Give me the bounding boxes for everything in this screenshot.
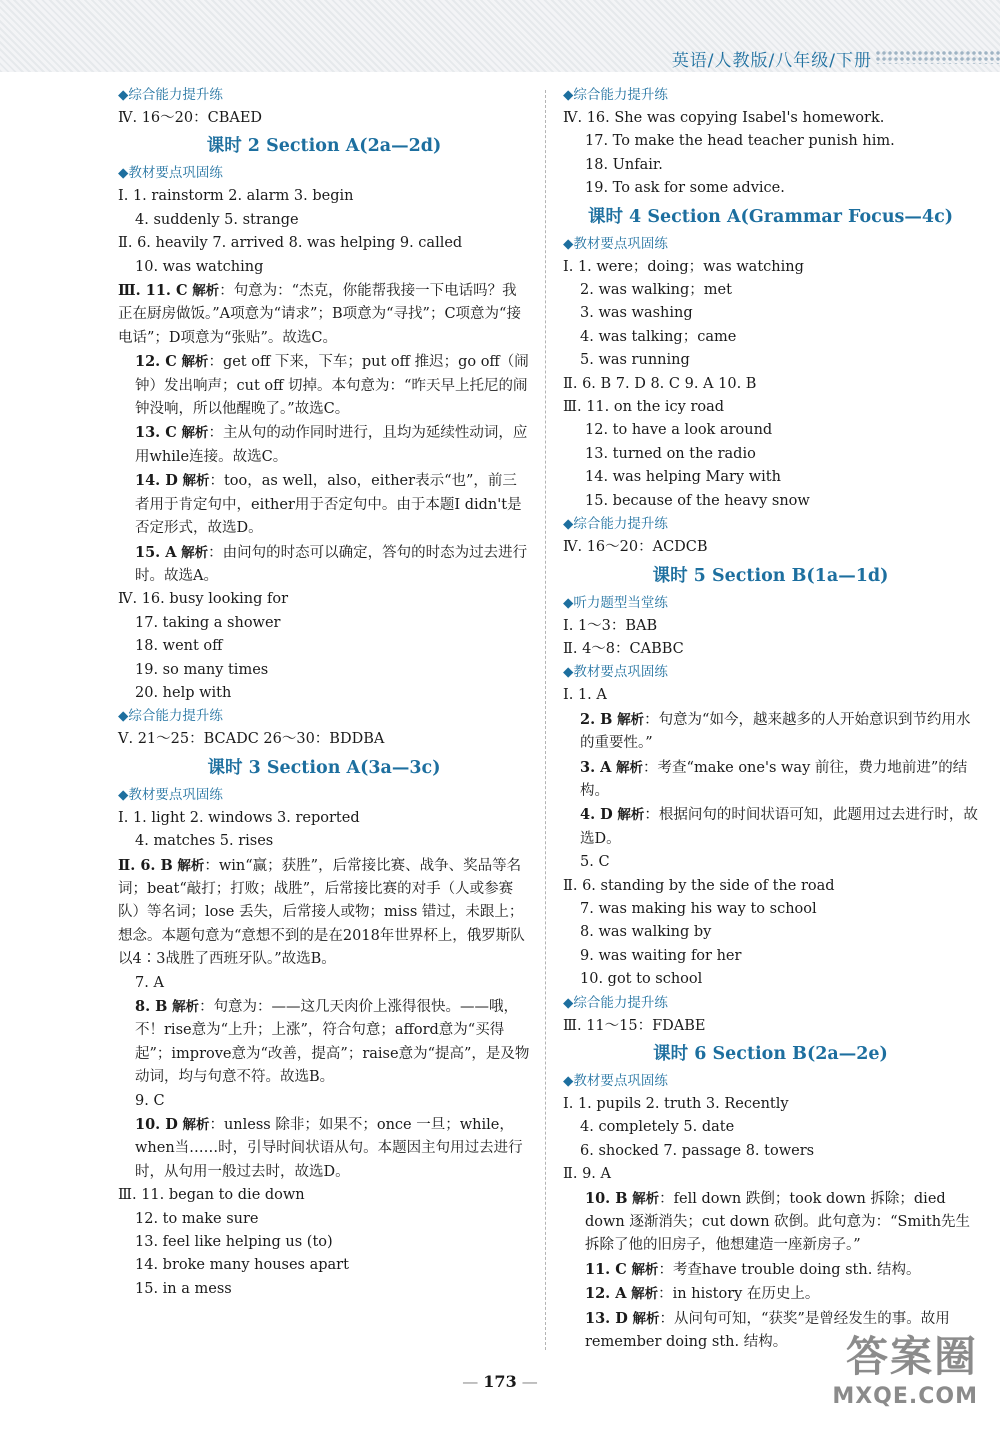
answer-line: 15. because of the heavy snow	[585, 492, 810, 509]
section-title: ◆教材要点巩固练	[563, 664, 668, 681]
answer-line: 13. turned on the radio	[585, 445, 756, 462]
diamond-icon: ◆	[118, 786, 129, 803]
answer-line: 5. C	[580, 854, 610, 871]
answer-line: 13. feel like helping us (to)	[135, 1234, 333, 1251]
explained-answer: 14. D 解析：too，as well，also，either表示“也”，前三者用于肯定句中，either用于否定句中。由于本题I didn't是否定形式，故选D。	[135, 472, 522, 537]
answer-line: 19. so many times	[135, 661, 269, 678]
lesson-title: 课时 6 Section B(2a—2e)	[653, 1044, 888, 1064]
answer-line: 9. C	[135, 1092, 165, 1109]
diamond-icon: ◆	[563, 516, 574, 533]
answer-line: Ⅰ. 1～3：BAB	[563, 617, 658, 634]
section-title: ◆综合能力提升练	[563, 516, 668, 533]
answer-line: 4. completely 5. date	[580, 1119, 735, 1136]
answer-line: 14. broke many houses apart	[135, 1257, 349, 1274]
answer-line: 4. was talking；came	[580, 328, 737, 345]
book-header: 英语/人教版/八年级/下册	[671, 51, 872, 71]
answer-line: 18. Unfair.	[585, 156, 663, 173]
answer-line: 4. matches 5. rises	[135, 833, 274, 850]
watermark-site: MXQE.COM	[832, 1384, 978, 1409]
answer-line: 7. was making his way to school	[580, 900, 817, 917]
explained-answer: 15. A 解析：由问句的时态可以确定，答句的时态为过去进行时。故选A。	[135, 543, 528, 584]
section-title: ◆综合能力提升练	[118, 708, 223, 725]
answer-line: Ⅳ. 16～20：ACDCB	[563, 539, 708, 556]
explained-answer: 3. A 解析：考查“make one's way 前往，费力地前进”的结构。	[580, 758, 968, 799]
section-title: ◆听力题型当堂练	[563, 594, 668, 611]
diamond-icon: ◆	[563, 594, 574, 611]
answer-line: Ⅱ. 4～8：CABBC	[563, 640, 684, 657]
lesson-title: 课时 4 Section A(Grammar Focus—4c)	[587, 206, 954, 227]
answer-line: 20. help with	[135, 684, 232, 701]
answer-line: 12. to make sure	[135, 1210, 259, 1227]
explained-answer: Ⅱ. 6. B 解析：win“赢；获胜”，后常接比赛、战争、奖品等名词；beat“敲打；打败；战胜”，后常接比赛的对手（人或参赛队）等名词；lose 丢失，后常接人或物；miss 错过，未跟上；想念。本题句意为“意想不到的是在2018年世界杯上，俄罗斯队以4∶3战胜了西班牙队。”故选B。	[118, 856, 525, 968]
answer-line: 10. was watching	[135, 258, 264, 275]
section-title: ◆教材要点巩固练	[118, 165, 223, 182]
explained-answer: 12. C 解析：get off 下来，下车；put off 推迟；go off（闹钟）发出响声；cut off 切掉。本句意为：“昨天早上托尼的闹钟没响，所以他醒晚了。”故选C。	[135, 353, 529, 418]
answer-line: Ⅰ. 1. were；doing；was watching	[563, 258, 804, 275]
lesson-title: 课时 2 Section A(2a—2d)	[206, 136, 442, 157]
explained-answer: 10. B 解析：fell down 跌倒；took down 拆除；died down 逐渐消失；cut down 砍倒。此句意为：“Smith先生拆除了他的旧房子，他想建造一座新房子。”	[585, 1189, 971, 1254]
explained-answer: 12. A 解析：in history 在历史上。	[585, 1285, 820, 1303]
diamond-icon: ◆	[563, 87, 574, 103]
answer-line: 15. in a mess	[135, 1280, 232, 1297]
answer-line: 17. taking a shower	[135, 614, 281, 631]
explained-answer: Ⅲ. 11. C 解析：句意为：“杰克，你能帮我接一下电话吗？我正在厨房做饭。”A项意为“请求”；B项意为“寻找”；C项意为“接电话”；D项意为“张贴”。故选C。	[118, 282, 521, 346]
page-number: — 173 —	[0, 1372, 1000, 1391]
diamond-icon: ◆	[118, 87, 129, 103]
lesson-title: 课时 3 Section A(3a—3c)	[207, 757, 441, 778]
answer-line: 17. To make the head teacher punish him.	[585, 133, 895, 150]
answer-line: 6. shocked 7. passage 8. towers	[580, 1142, 815, 1159]
section-title: ◆综合能力提升练	[563, 994, 668, 1011]
answer-line: Ⅰ. 1. light 2. windows 3. reported	[118, 809, 360, 826]
section-title: ◆教材要点巩固练	[563, 235, 668, 252]
answer-line: Ⅳ. 16～20：CBAED	[118, 110, 263, 126]
diamond-icon: ◆	[563, 235, 574, 252]
answer-line: 8. was walking by	[580, 924, 712, 941]
answer-line: Ⅰ. 1. A	[563, 687, 607, 704]
section-title: ◆教材要点巩固练	[118, 786, 223, 803]
diamond-icon: ◆	[563, 664, 574, 681]
lesson-title: 课时 5 Section B(1a—1d)	[652, 565, 889, 586]
answer-line: Ⅰ. 1. rainstorm 2. alarm 3. begin	[118, 188, 354, 205]
explained-answer: 13. C 解析：主从句的动作同时进行，且均为延续性动词，应用while连接。故选C。	[135, 424, 528, 465]
diamond-icon: ◆	[563, 1073, 574, 1089]
answer-line: 4. suddenly 5. strange	[135, 211, 299, 228]
watermark-logo: 答案圈	[845, 1332, 978, 1381]
answer-line: Ⅲ. 11. on the icy road	[563, 399, 725, 416]
answer-line: Ⅳ. 16. She was copying Isabel's homework.	[563, 110, 885, 126]
answer-line: 18. went off	[135, 638, 223, 655]
column-divider	[545, 90, 546, 1350]
answer-line: Ⅱ. 9. A	[563, 1166, 611, 1183]
explained-answer: 4. D 解析：根据问句的时间状语可知，此题用过去进行时，故选D。	[580, 806, 978, 847]
answer-line: Ⅱ. 6. heavily 7. arrived 8. was helping 9. called	[118, 235, 463, 252]
answer-line: 12. to have a look around	[585, 422, 773, 439]
answer-line: 3. was washing	[580, 305, 693, 322]
explained-answer: 8. B 解析：句意为：——这几天肉价上涨得很快。——哦，不！rise意为“上升；上涨”，符合句意；afford意为“买得起”；improve意为“改善，提高”；raise意为“提高”，是及物动词，均与句意不符。故选B。	[135, 998, 530, 1086]
left-column	[118, 84, 530, 1301]
section-title: ◆综合能力提升练	[118, 87, 223, 103]
answer-line: Ⅱ. 6. standing by the side of the road	[563, 877, 835, 894]
answer-line: Ⅰ. 1. pupils 2. truth 3. Recently	[563, 1096, 789, 1112]
answer-line: 2. was walking；met	[580, 282, 732, 299]
explained-answer: 2. B 解析：句意为“如今，越来越多的人开始意识到节约用水的重要性。”	[580, 710, 971, 752]
answer-line: 5. was running	[580, 352, 690, 369]
answer-line: Ⅳ. 16. busy looking for	[118, 591, 289, 608]
section-title: ◆综合能力提升练	[563, 87, 668, 103]
answer-line: 9. was waiting for her	[580, 947, 742, 964]
answer-line: 10. got to school	[580, 971, 703, 988]
answer-line: Ⅱ. 6. B 7. D 8. C 9. A 10. B	[563, 375, 757, 392]
right-column	[563, 84, 978, 1354]
header-dots	[875, 50, 1000, 64]
site-watermark	[832, 1324, 978, 1409]
explained-answer: 11. C 解析：考查have trouble doing sth. 结构。	[585, 1260, 921, 1278]
answer-line: Ⅲ. 11. began to die down	[118, 1187, 305, 1204]
answer-line: Ⅲ. 11～15：FDABE	[563, 1017, 706, 1034]
answer-line: 7. A	[135, 974, 164, 991]
answer-line: 19. To ask for some advice.	[585, 180, 785, 197]
diamond-icon: ◆	[118, 708, 129, 725]
explained-answer: 10. D 解析：unless 除非；如果不；once 一旦；while，when当……时，引导时间状语从句。本题因主句用过去进行时，从句用一般过去时，故选D。	[135, 1116, 523, 1180]
diamond-icon: ◆	[118, 165, 129, 182]
answer-line: 14. was helping Mary with	[585, 469, 781, 486]
answer-line: Ⅴ. 21～25：BCADC 26～30：BDDBA	[118, 731, 385, 748]
section-title: ◆教材要点巩固练	[563, 1073, 668, 1089]
diamond-icon: ◆	[563, 994, 574, 1011]
explained-answer: 13. D 解析：从问句可知，“获奖”是曾经发生的事。故用remember doing sth. 结构。	[585, 1309, 950, 1351]
